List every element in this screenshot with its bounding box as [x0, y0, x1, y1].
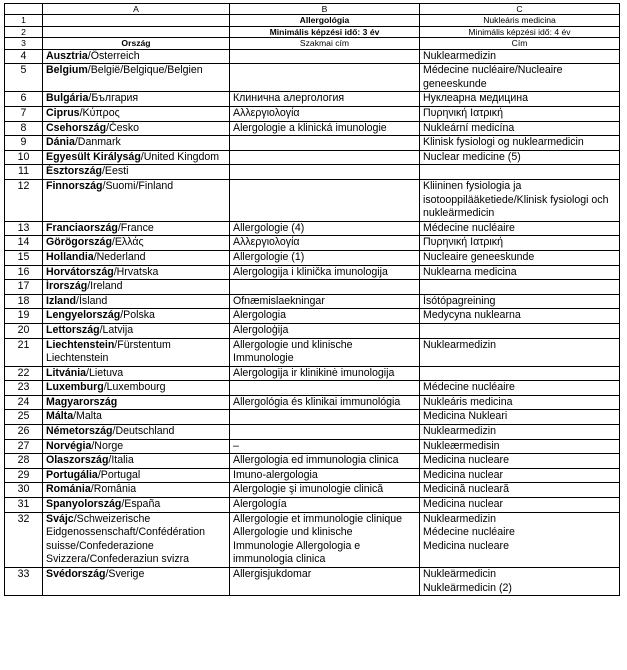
allergology-title-cell — [230, 49, 420, 64]
header-row — [5, 15, 620, 26]
country-name-native: /Malta — [73, 410, 102, 423]
country-name-hu: Norvégia — [46, 439, 92, 452]
row-number: 1 — [5, 15, 43, 26]
row-number: 24 — [5, 395, 43, 410]
table-row — [5, 179, 620, 221]
row-number: 28 — [5, 454, 43, 469]
country-cell — [43, 483, 230, 498]
country-name-native: /Nederland — [93, 250, 146, 263]
country-name-native: /Norge — [91, 439, 124, 452]
table-row — [5, 498, 620, 513]
country-cell — [43, 439, 230, 454]
row-number: 33 — [5, 568, 43, 596]
specialty-title-nuclear-medicine: Nukleáris medicina — [420, 15, 620, 26]
country-name-hu: Románia — [46, 483, 91, 496]
nuclear-medicine-title-cell: Nukleærmedisin — [420, 439, 620, 454]
country-name-native: /Ireland — [87, 280, 123, 293]
country-column-header: Ország — [43, 38, 230, 49]
country-name-native: /Sverige — [105, 568, 145, 580]
row-number: 6 — [5, 92, 43, 107]
row-number: 14 — [5, 236, 43, 251]
column-letter: B — [230, 4, 420, 15]
header-cell — [43, 15, 230, 26]
country-cell — [43, 309, 230, 324]
allergology-title-cell — [230, 179, 420, 221]
country-cell — [43, 250, 230, 265]
country-cell — [43, 121, 230, 136]
country-cell — [43, 107, 230, 122]
table-row — [5, 150, 620, 165]
nuclear-medicine-title-cell: Πυρηνική Ιατρική — [420, 236, 620, 251]
allergology-title-cell: Αλλεργιολογία — [230, 236, 420, 251]
nuclear-medicine-title-cell: Nukleärmedicin Nukleärmedicin (2) — [420, 568, 620, 596]
country-cell — [43, 468, 230, 483]
country-name-native: /România — [90, 483, 137, 496]
min-training-nuclear-medicine: Minimális képzési idő: 4 év — [420, 26, 620, 37]
country-name-native: /Suomi/Finland — [102, 179, 174, 192]
country-cell — [43, 498, 230, 513]
row-number: 20 — [5, 323, 43, 338]
country-name-native: /Schweizerische Eidgenossenschaft/Confédération suisse/Confederazione Svizzera/Confederaziun svizra — [46, 512, 206, 566]
table-row — [5, 107, 620, 122]
column-letter — [5, 4, 43, 15]
nuclear-medicine-title-cell: Medicină nucleară — [420, 483, 620, 498]
allergology-title-cell — [230, 150, 420, 165]
row-number: 30 — [5, 483, 43, 498]
country-name-hu: Liechtenstein — [46, 338, 115, 351]
table-row — [5, 165, 620, 180]
country-name-native: /Portugal — [97, 468, 141, 481]
nuclear-medicine-title-cell: Nuklearmedizin — [420, 425, 620, 440]
allergology-title-cell: Αλλεργιολογία — [230, 107, 420, 122]
country-cell — [43, 366, 230, 381]
allergology-title-cell — [230, 381, 420, 396]
country-name-hu: Írország — [46, 280, 88, 293]
nuclear-medicine-title-cell: Medicina nuclear — [420, 498, 620, 513]
country-name-native: /France — [117, 221, 154, 234]
country-name-hu: Belgium — [46, 64, 88, 77]
allergology-title-cell: Allergisjukdomar — [230, 568, 420, 596]
country-name-hu: Franciaország — [46, 221, 118, 234]
specialty-title-allergology: Allergológia — [230, 15, 420, 26]
allergology-title-cell: Ofnæmislaekningar — [230, 294, 420, 309]
table-row — [5, 92, 620, 107]
allergology-title-cell: Allergologie (1) — [230, 250, 420, 265]
country-name-hu: Dánia — [46, 136, 75, 149]
row-number: 15 — [5, 250, 43, 265]
country-name-hu: Finnország — [46, 179, 103, 192]
country-name-hu: Málta — [46, 410, 74, 423]
nuclear-medicine-title-cell: Medycyna nuklearna — [420, 309, 620, 324]
nuclear-medicine-title-cell: Kliininen fysiologia ja isotooppilääketiede/Klinisk fysiologi och nukleärmedicin — [420, 179, 620, 221]
country-name-hu: Németország — [46, 425, 113, 438]
country-cell — [43, 236, 230, 251]
nuclear-medicine-title-cell: Nuklearmedizin Médecine nucléaire Medicina nucleare — [420, 512, 620, 567]
row-number: 7 — [5, 107, 43, 122]
country-cell — [43, 221, 230, 236]
table-row — [5, 410, 620, 425]
country-cell — [43, 265, 230, 280]
country-name-native: /Latvija — [99, 323, 134, 336]
country-name-hu: Svédország — [46, 568, 106, 580]
allergology-title-cell: Allergologie und klinische Immunologie — [230, 338, 420, 366]
allergology-title-cell — [230, 64, 420, 92]
country-cell — [43, 150, 230, 165]
nuclear-medicine-title-cell: Medicina nuclear — [420, 468, 620, 483]
table-row — [5, 294, 620, 309]
country-cell — [43, 64, 230, 92]
allergology-title-cell: Alergologija i klinička imunologija — [230, 265, 420, 280]
country-name-native: /België/Belgique/Belgien — [87, 64, 203, 77]
country-cell — [43, 454, 230, 469]
country-name-hu: Izland — [46, 294, 77, 307]
nuclear-medicine-title-cell: Нуклеарна медицина — [420, 92, 620, 107]
table-row — [5, 136, 620, 151]
table-row — [5, 454, 620, 469]
header-cell — [43, 26, 230, 37]
table-row — [5, 250, 620, 265]
nuclear-medicine-title-cell: Nuklearna medicina — [420, 265, 620, 280]
allergology-title-cell: Allergologie (4) — [230, 221, 420, 236]
allergology-title-cell — [230, 165, 420, 180]
country-cell — [43, 568, 230, 596]
column-letter-row — [5, 4, 620, 15]
nuclear-medicine-title-cell: Πυρηνική Ιατρική — [420, 107, 620, 122]
country-cell — [43, 410, 230, 425]
table-row — [5, 64, 620, 92]
country-name-hu: Olaszország — [46, 454, 109, 467]
country-cell — [43, 512, 230, 567]
country-name-native: /Κύπρος — [79, 107, 120, 119]
country-name-native: /United Kingdom — [140, 150, 220, 163]
nuclear-medicine-title-cell: Nukleáris medicina — [420, 395, 620, 410]
allergology-title-cell — [230, 280, 420, 295]
row-number: 32 — [5, 512, 43, 567]
allergology-title-cell: – — [230, 439, 420, 454]
row-number: 16 — [5, 265, 43, 280]
table-row — [5, 483, 620, 498]
nuclear-medicine-title-cell — [420, 165, 620, 180]
country-name-hu: Magyarország — [46, 395, 118, 408]
nuclear-medicine-title-cell: Ísótópagreining — [420, 294, 620, 309]
allergology-title-cell: Alergoloģija — [230, 323, 420, 338]
row-number: 5 — [5, 64, 43, 92]
row-number: 4 — [5, 49, 43, 64]
country-name-hu: Egyesült Királyság — [46, 150, 141, 163]
allergology-title-cell: Allergológia és klinikai immunológia — [230, 395, 420, 410]
country-cell — [43, 425, 230, 440]
nuclear-medicine-title-cell: Nukleární medicína — [420, 121, 620, 136]
country-name-native: /Luxembourg — [103, 381, 166, 394]
country-name-native: /Deutschland — [112, 425, 175, 438]
country-name-hu: Horvátország — [46, 265, 114, 278]
allergology-title-cell — [230, 410, 420, 425]
country-cell — [43, 294, 230, 309]
allergology-title-cell: Alergologie a klinická imunologie — [230, 121, 420, 136]
country-cell — [43, 49, 230, 64]
table-row — [5, 309, 620, 324]
allergology-title-cell — [230, 425, 420, 440]
table-row — [5, 323, 620, 338]
professional-title-header: Szakmai cím — [230, 38, 420, 49]
country-name-native: /Italia — [108, 454, 134, 467]
column-letter: A — [43, 4, 230, 15]
row-number: 10 — [5, 150, 43, 165]
country-name-native: /Fürstentum Liechtenstein — [46, 338, 171, 365]
row-number: 21 — [5, 338, 43, 366]
country-cell — [43, 338, 230, 366]
row-number: 26 — [5, 425, 43, 440]
row-number: 17 — [5, 280, 43, 295]
allergology-title-cell: Imuno-alergologia — [230, 468, 420, 483]
country-cell — [43, 165, 230, 180]
country-name-hu: Görögország — [46, 236, 112, 249]
country-cell — [43, 395, 230, 410]
country-name-native: /България — [88, 92, 139, 105]
table-row — [5, 381, 620, 396]
row-number: 8 — [5, 121, 43, 136]
table-row — [5, 280, 620, 295]
table-row — [5, 366, 620, 381]
country-name-hu: Lengyelország — [46, 309, 121, 322]
country-name-native: /Eesti — [101, 165, 129, 178]
nuclear-medicine-title-cell: Médecine nucléaire/Nucleaire geneeskunde — [420, 64, 620, 92]
header-row — [5, 38, 620, 49]
country-cell — [43, 323, 230, 338]
nuclear-medicine-title-cell: Nucleaire geneeskunde — [420, 250, 620, 265]
nuclear-medicine-title-cell: Médecine nucléaire — [420, 381, 620, 396]
nuclear-medicine-title-cell: Klinisk fysiologi og nuklearmedicin — [420, 136, 620, 151]
allergology-title-cell: Клинична алергология — [230, 92, 420, 107]
country-name-native: /Österreich — [87, 49, 140, 62]
row-number: 25 — [5, 410, 43, 425]
country-cell — [43, 136, 230, 151]
country-name-hu: Ciprus — [46, 107, 80, 119]
min-training-allergology: Minimális képzési idő: 3 év — [230, 26, 420, 37]
country-cell — [43, 179, 230, 221]
nuclear-medicine-title-cell: Medicina nucleare — [420, 454, 620, 469]
column-letter: C — [420, 4, 620, 15]
row-number: 11 — [5, 165, 43, 180]
row-number: 9 — [5, 136, 43, 151]
row-number: 23 — [5, 381, 43, 396]
table-row — [5, 512, 620, 567]
nuclear-medicine-title-cell: Nuclear medicine (5) — [420, 150, 620, 165]
country-name-hu: Luxemburg — [46, 381, 104, 394]
table-row — [5, 425, 620, 440]
country-name-native: /Česko — [106, 121, 140, 134]
row-number: 18 — [5, 294, 43, 309]
nuclear-medicine-title-cell: Nuklearmedizin — [420, 338, 620, 366]
table-row — [5, 395, 620, 410]
row-number: 3 — [5, 38, 43, 49]
allergology-title-cell: Allergologia ed immunologia clinica — [230, 454, 420, 469]
allergology-title-cell — [230, 136, 420, 151]
country-name-native: /Danmark — [74, 136, 121, 149]
country-name-hu: Csehország — [46, 121, 107, 134]
country-name-hu: Észtország — [46, 165, 102, 178]
country-name-native: /Ελλάς — [111, 236, 144, 249]
nuclear-medicine-title-cell — [420, 366, 620, 381]
nuclear-medicine-title-cell: Médecine nucléaire — [420, 221, 620, 236]
nuclear-medicine-title-cell: Nuklearmedizin — [420, 49, 620, 64]
title-header: Cím — [420, 38, 620, 49]
country-cell — [43, 280, 230, 295]
allergology-title-cell: Allergologie et immunologie clinique Allergologie und klinische Immunologie Allergologia e immunologia clinica — [230, 512, 420, 567]
table-row — [5, 121, 620, 136]
table-row — [5, 338, 620, 366]
table-row — [5, 236, 620, 251]
nuclear-medicine-title-cell: Medicina Nukleari — [420, 410, 620, 425]
country-name-hu: Portugália — [46, 468, 98, 481]
row-number: 31 — [5, 498, 43, 513]
country-cell — [43, 92, 230, 107]
country-name-hu: Bulgária — [46, 92, 89, 105]
country-name-native: /Polska — [120, 309, 155, 322]
data-table — [4, 3, 620, 596]
table-row — [5, 568, 620, 596]
row-number: 29 — [5, 468, 43, 483]
country-name-native: /Ísland — [76, 294, 108, 307]
country-cell — [43, 381, 230, 396]
allergology-title-cell: Alergologia — [230, 309, 420, 324]
table-row — [5, 439, 620, 454]
row-number: 2 — [5, 26, 43, 37]
country-name-hu: Litvánia — [46, 366, 87, 379]
country-name-hu: Ausztria — [46, 49, 88, 62]
allergology-title-cell: Alergologie şi imunologie clinică — [230, 483, 420, 498]
row-number: 27 — [5, 439, 43, 454]
table-row — [5, 468, 620, 483]
row-number: 19 — [5, 309, 43, 324]
country-name-hu: Lettország — [46, 323, 100, 336]
table-row — [5, 265, 620, 280]
allergology-title-cell: Alergología — [230, 498, 420, 513]
country-name-native: /Lietuva — [86, 366, 124, 379]
country-name-native: /Hrvatska — [113, 265, 159, 278]
table-row — [5, 221, 620, 236]
row-number: 13 — [5, 221, 43, 236]
country-name-hu: Spanyolország — [46, 498, 122, 511]
country-name-hu: Hollandia — [46, 250, 94, 263]
nuclear-medicine-title-cell — [420, 280, 620, 295]
country-name-native: /España — [121, 498, 161, 511]
row-number: 12 — [5, 179, 43, 221]
row-number: 22 — [5, 366, 43, 381]
country-name-hu: Svájc — [46, 512, 74, 525]
nuclear-medicine-title-cell — [420, 323, 620, 338]
allergology-title-cell: Alergologija ir klinikinė imunologija — [230, 366, 420, 381]
table-row — [5, 49, 620, 64]
header-row — [5, 26, 620, 37]
